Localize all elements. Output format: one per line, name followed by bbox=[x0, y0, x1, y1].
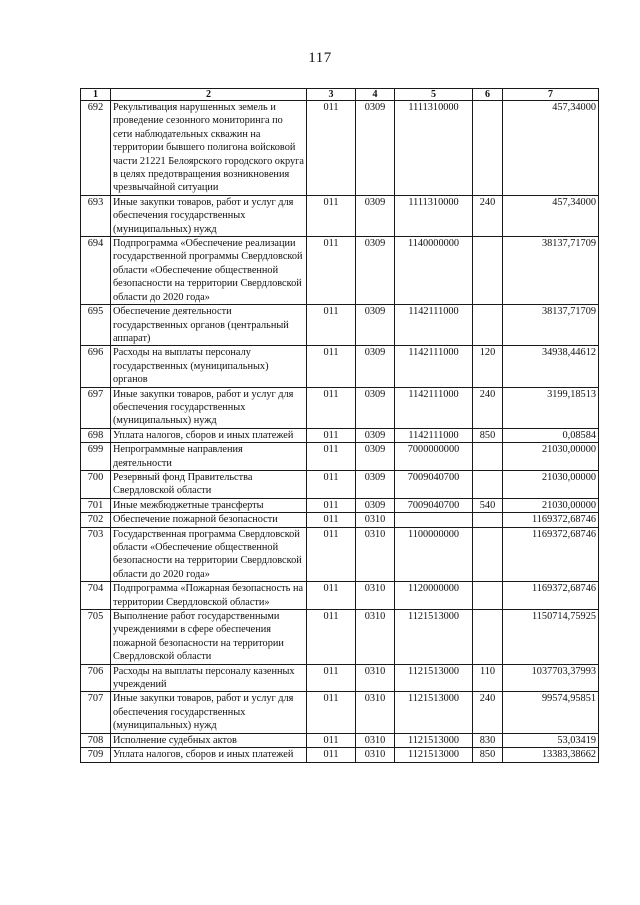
row-ministry-code: 011 bbox=[307, 346, 356, 387]
column-header: 2 bbox=[111, 89, 307, 101]
row-amount: 1169372,68746 bbox=[503, 582, 599, 610]
row-number: 692 bbox=[81, 101, 111, 196]
row-name: Непрограммные направления деятельности bbox=[111, 443, 307, 471]
row-name: Обеспечение деятельности государственных органов (центральный аппарат) bbox=[111, 305, 307, 346]
row-name: Иные закупки товаров, работ и услуг для обеспечения государственных (муниципальных) нужд bbox=[111, 387, 307, 428]
row-ministry-code: 011 bbox=[307, 237, 356, 305]
row-expense-type bbox=[473, 237, 503, 305]
row-target-code: 1111310000 bbox=[395, 101, 473, 196]
row-section-code: 0310 bbox=[356, 692, 395, 733]
row-expense-type bbox=[473, 470, 503, 498]
table-row bbox=[81, 387, 599, 428]
row-amount: 1150714,75925 bbox=[503, 610, 599, 665]
row-target-code: 7009040700 bbox=[395, 498, 473, 512]
row-expense-type: 540 bbox=[473, 498, 503, 512]
row-ministry-code: 011 bbox=[307, 443, 356, 471]
row-target-code bbox=[395, 513, 473, 527]
row-ministry-code: 011 bbox=[307, 733, 356, 747]
row-section-code: 0310 bbox=[356, 748, 395, 762]
row-section-code: 0309 bbox=[356, 346, 395, 387]
row-section-code: 0309 bbox=[356, 237, 395, 305]
row-number: 695 bbox=[81, 305, 111, 346]
row-section-code: 0309 bbox=[356, 443, 395, 471]
row-number: 703 bbox=[81, 527, 111, 582]
table-row bbox=[81, 733, 599, 747]
row-section-code: 0310 bbox=[356, 733, 395, 747]
row-name: Обеспечение пожарной безопасности bbox=[111, 513, 307, 527]
row-number: 697 bbox=[81, 387, 111, 428]
row-section-code: 0310 bbox=[356, 527, 395, 582]
row-number: 700 bbox=[81, 470, 111, 498]
row-ministry-code: 011 bbox=[307, 387, 356, 428]
row-name: Государственная программа Свердловской области «Обеспечение общественной безопасности на территории Свердловской области до 2020 года» bbox=[111, 527, 307, 582]
row-target-code: 1120000000 bbox=[395, 582, 473, 610]
row-section-code: 0309 bbox=[356, 387, 395, 428]
row-ministry-code: 011 bbox=[307, 664, 356, 692]
table-row bbox=[81, 610, 599, 665]
row-target-code: 1100000000 bbox=[395, 527, 473, 582]
table-row bbox=[81, 692, 599, 733]
column-header: 1 bbox=[81, 89, 111, 101]
row-expense-type: 850 bbox=[473, 748, 503, 762]
row-section-code: 0310 bbox=[356, 610, 395, 665]
row-number: 701 bbox=[81, 498, 111, 512]
page-number: 117 bbox=[308, 50, 332, 66]
row-section-code: 0309 bbox=[356, 470, 395, 498]
row-expense-type: 110 bbox=[473, 664, 503, 692]
row-target-code: 7000000000 bbox=[395, 443, 473, 471]
row-amount: 0,08584 bbox=[503, 428, 599, 442]
row-ministry-code: 011 bbox=[307, 195, 356, 236]
row-target-code: 1142111000 bbox=[395, 428, 473, 442]
row-target-code: 1121513000 bbox=[395, 692, 473, 733]
row-number: 704 bbox=[81, 582, 111, 610]
row-expense-type: 240 bbox=[473, 387, 503, 428]
table-row bbox=[81, 195, 599, 236]
row-amount: 38137,71709 bbox=[503, 305, 599, 346]
row-name: Иные закупки товаров, работ и услуг для обеспечения государственных (муниципальных) нужд bbox=[111, 692, 307, 733]
row-amount: 1169372,68746 bbox=[503, 527, 599, 582]
row-expense-type bbox=[473, 527, 503, 582]
row-amount: 53,03419 bbox=[503, 733, 599, 747]
row-target-code: 1121513000 bbox=[395, 610, 473, 665]
row-name: Расходы на выплаты персоналу государственных (муниципальных) органов bbox=[111, 346, 307, 387]
row-number: 702 bbox=[81, 513, 111, 527]
table-row bbox=[81, 346, 599, 387]
row-ministry-code: 011 bbox=[307, 101, 356, 196]
row-number: 694 bbox=[81, 237, 111, 305]
row-name: Резервный фонд Правительства Свердловской области bbox=[111, 470, 307, 498]
row-expense-type bbox=[473, 582, 503, 610]
row-expense-type bbox=[473, 443, 503, 471]
row-expense-type bbox=[473, 305, 503, 346]
row-section-code: 0309 bbox=[356, 101, 395, 196]
row-number: 709 bbox=[81, 748, 111, 762]
column-header: 3 bbox=[307, 89, 356, 101]
row-target-code: 1121513000 bbox=[395, 733, 473, 747]
row-name: Уплата налогов, сборов и иных платежей bbox=[111, 428, 307, 442]
row-ministry-code: 011 bbox=[307, 498, 356, 512]
row-name: Иные закупки товаров, работ и услуг для обеспечения государственных (муниципальных) нужд bbox=[111, 195, 307, 236]
row-amount: 3199,18513 bbox=[503, 387, 599, 428]
row-section-code: 0309 bbox=[356, 428, 395, 442]
table-row bbox=[81, 237, 599, 305]
row-name: Выполнение работ государственными учреждениями в сфере обеспечения пожарной безопасности на территории Свердловской области bbox=[111, 610, 307, 665]
table-row bbox=[81, 101, 599, 196]
row-section-code: 0310 bbox=[356, 513, 395, 527]
row-ministry-code: 011 bbox=[307, 513, 356, 527]
table-row bbox=[81, 527, 599, 582]
row-amount: 13383,38662 bbox=[503, 748, 599, 762]
row-expense-type bbox=[473, 610, 503, 665]
table-row bbox=[81, 428, 599, 442]
row-ministry-code: 011 bbox=[307, 527, 356, 582]
row-number: 693 bbox=[81, 195, 111, 236]
row-target-code: 1140000000 bbox=[395, 237, 473, 305]
row-section-code: 0310 bbox=[356, 664, 395, 692]
row-target-code: 1142111000 bbox=[395, 346, 473, 387]
row-section-code: 0309 bbox=[356, 498, 395, 512]
row-name: Рекультивация нарушенных земель и проведение сезонного мониторинга по сети наблюдательных скважин на территории бывшего полигона войсковой части 21221 Белоярского городского округа в целях предотвращения возникновения чрезвычайной ситуации bbox=[111, 101, 307, 196]
column-header: 4 bbox=[356, 89, 395, 101]
row-ministry-code: 011 bbox=[307, 610, 356, 665]
row-ministry-code: 011 bbox=[307, 305, 356, 346]
row-amount: 99574,95851 bbox=[503, 692, 599, 733]
row-amount: 21030,00000 bbox=[503, 498, 599, 512]
table-row bbox=[81, 513, 599, 527]
budget-table bbox=[80, 88, 599, 763]
row-amount: 457,34000 bbox=[503, 101, 599, 196]
row-ministry-code: 011 bbox=[307, 582, 356, 610]
table-row bbox=[81, 498, 599, 512]
row-target-code: 1121513000 bbox=[395, 748, 473, 762]
row-target-code: 7009040700 bbox=[395, 470, 473, 498]
row-target-code: 1142111000 bbox=[395, 305, 473, 346]
table-row bbox=[81, 443, 599, 471]
row-amount: 21030,00000 bbox=[503, 470, 599, 498]
row-amount: 21030,00000 bbox=[503, 443, 599, 471]
row-section-code: 0309 bbox=[356, 305, 395, 346]
table-row bbox=[81, 305, 599, 346]
table-body bbox=[81, 101, 599, 763]
row-name: Уплата налогов, сборов и иных платежей bbox=[111, 748, 307, 762]
row-target-code: 1111310000 bbox=[395, 195, 473, 236]
row-ministry-code: 011 bbox=[307, 692, 356, 733]
table-row bbox=[81, 582, 599, 610]
row-number: 696 bbox=[81, 346, 111, 387]
row-number: 707 bbox=[81, 692, 111, 733]
row-number: 705 bbox=[81, 610, 111, 665]
row-name: Подпрограмма «Обеспечение реализации государственной программы Свердловской области «Обеспечение общественной безопасности на территории Свердловской области до 2020 года» bbox=[111, 237, 307, 305]
row-section-code: 0310 bbox=[356, 582, 395, 610]
row-expense-type: 240 bbox=[473, 692, 503, 733]
row-target-code: 1142111000 bbox=[395, 387, 473, 428]
row-expense-type: 850 bbox=[473, 428, 503, 442]
row-amount: 1037703,37993 bbox=[503, 664, 599, 692]
row-number: 706 bbox=[81, 664, 111, 692]
row-expense-type: 830 bbox=[473, 733, 503, 747]
table-row bbox=[81, 470, 599, 498]
row-expense-type: 240 bbox=[473, 195, 503, 236]
row-target-code: 1121513000 bbox=[395, 664, 473, 692]
table-row bbox=[81, 748, 599, 762]
row-number: 699 bbox=[81, 443, 111, 471]
row-amount: 457,34000 bbox=[503, 195, 599, 236]
table-header-row bbox=[81, 89, 599, 101]
row-section-code: 0309 bbox=[356, 195, 395, 236]
column-header: 7 bbox=[503, 89, 599, 101]
column-header: 5 bbox=[395, 89, 473, 101]
row-amount: 1169372,68746 bbox=[503, 513, 599, 527]
row-expense-type: 120 bbox=[473, 346, 503, 387]
table-row bbox=[81, 664, 599, 692]
row-ministry-code: 011 bbox=[307, 748, 356, 762]
row-expense-type bbox=[473, 101, 503, 196]
row-ministry-code: 011 bbox=[307, 428, 356, 442]
column-header: 6 bbox=[473, 89, 503, 101]
row-name: Подпрограмма «Пожарная безопасность на территории Свердловской области» bbox=[111, 582, 307, 610]
row-name: Исполнение судебных актов bbox=[111, 733, 307, 747]
row-name: Расходы на выплаты персоналу казенных учреждений bbox=[111, 664, 307, 692]
row-amount: 38137,71709 bbox=[503, 237, 599, 305]
row-number: 698 bbox=[81, 428, 111, 442]
row-name: Иные межбюджетные трансферты bbox=[111, 498, 307, 512]
row-amount: 34938,44612 bbox=[503, 346, 599, 387]
row-ministry-code: 011 bbox=[307, 470, 356, 498]
row-expense-type bbox=[473, 513, 503, 527]
row-number: 708 bbox=[81, 733, 111, 747]
